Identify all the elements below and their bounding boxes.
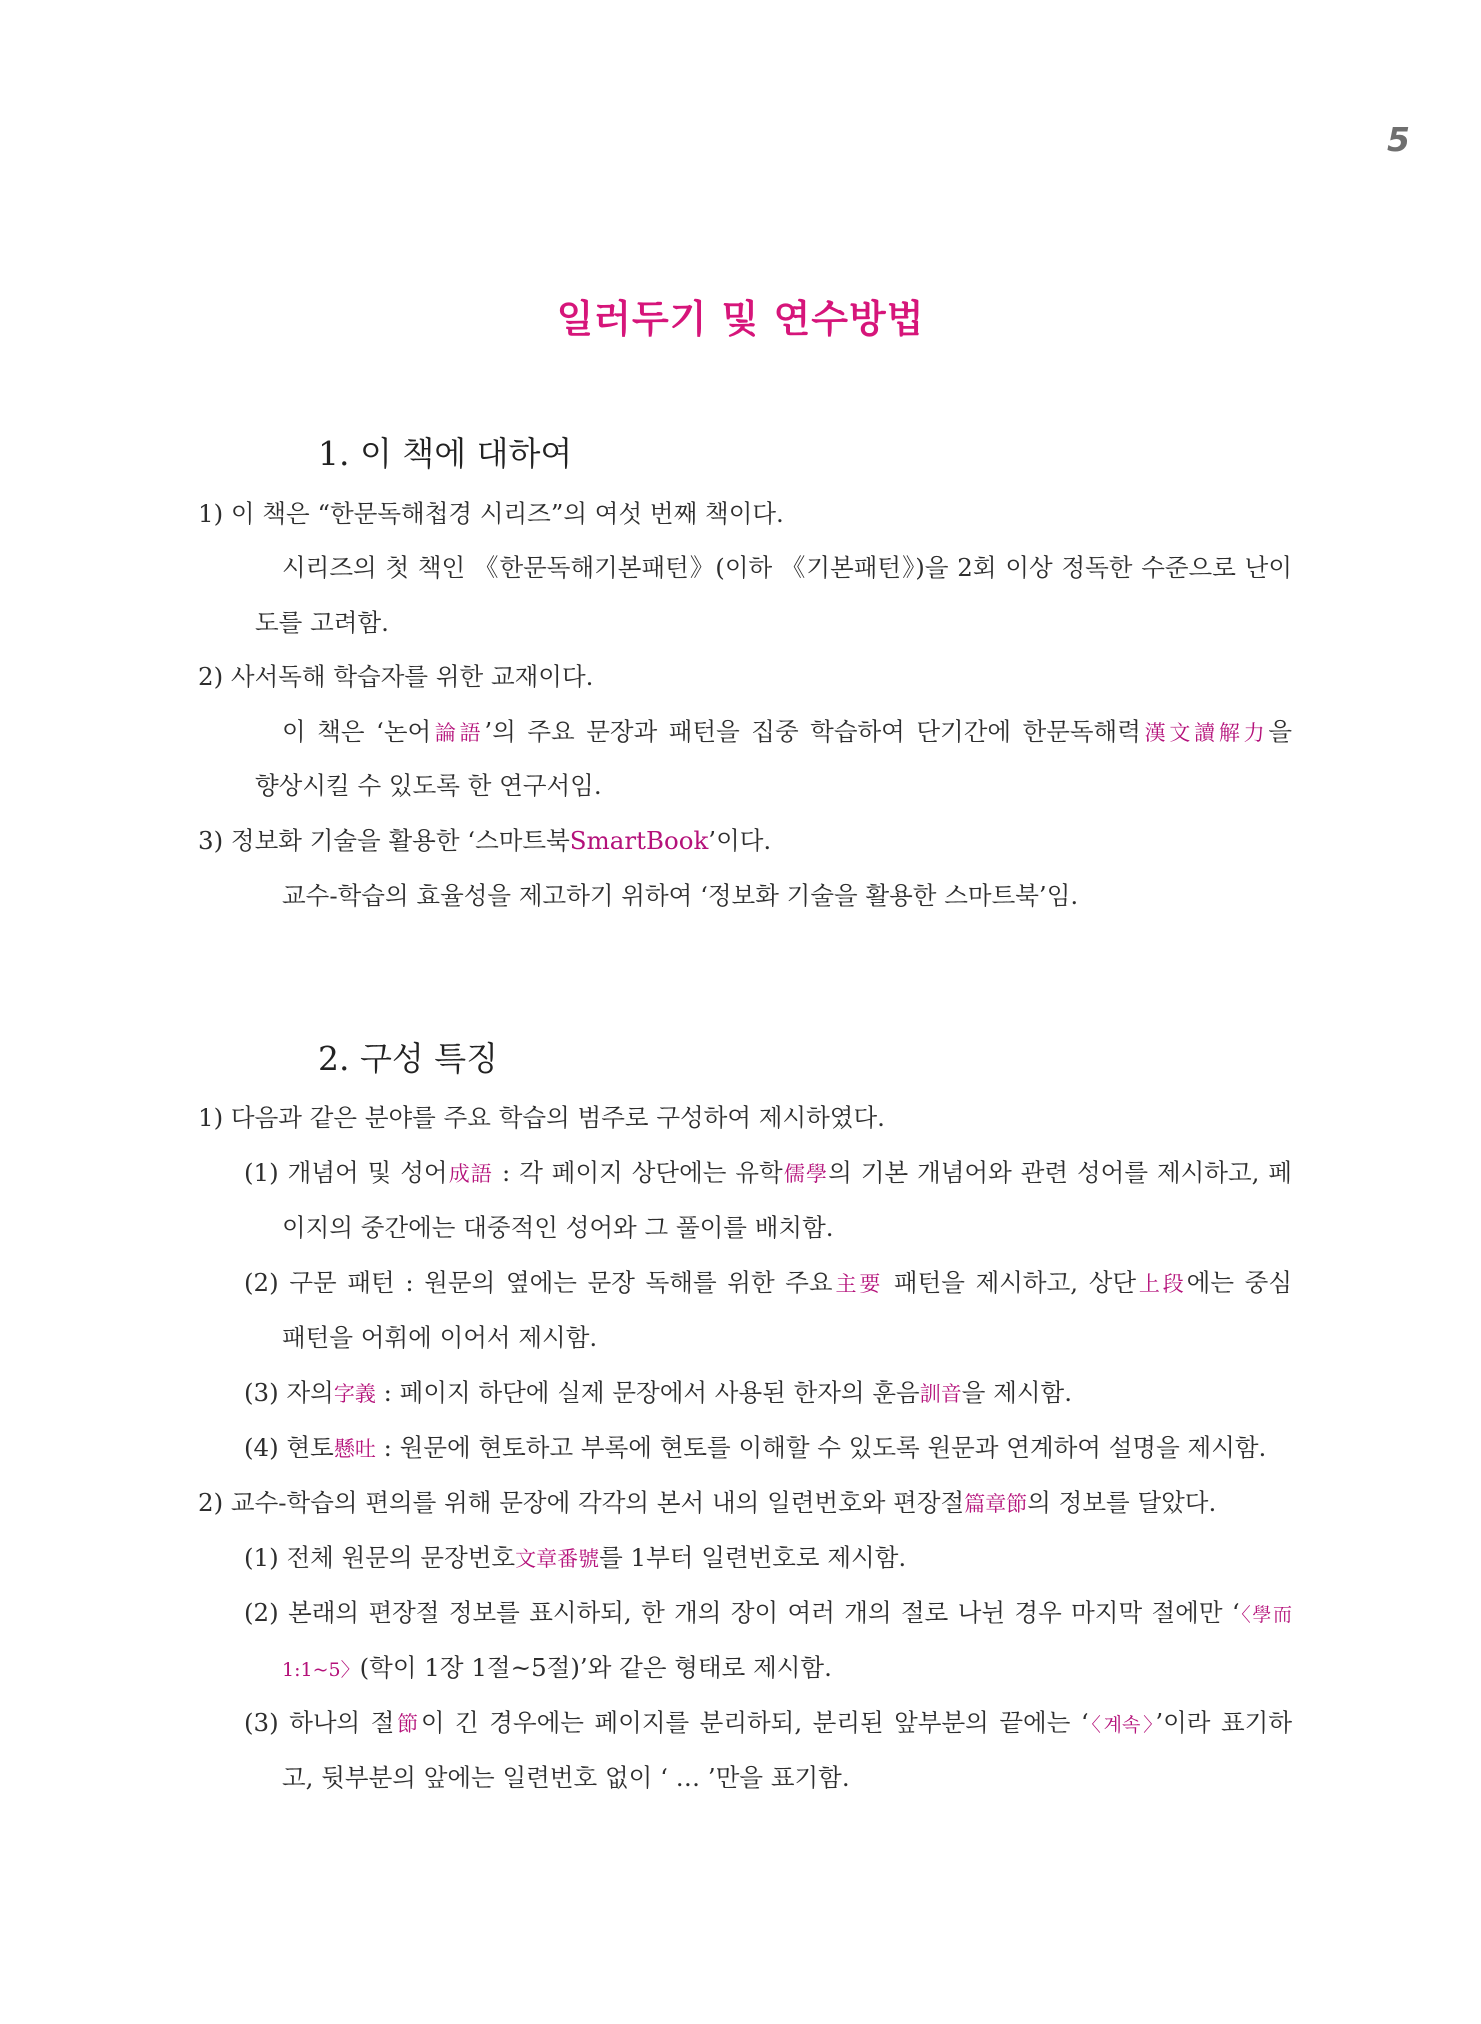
page-number: 5 (1387, 120, 1410, 159)
s2-item2-sub2-line2: 1:1~5〉(학이 1장 1절~5절)’와 같은 형태로 제시함. (282, 1653, 832, 1682)
hanja-reading-ability: 漢文讀解力 (1140, 721, 1269, 745)
s2-item2-sub3-line2: 고, 뒷부분의 앞에는 일련번호 없이 ‘ … ’만을 표기함. (282, 1763, 850, 1792)
s1-item3: 3) 정보화 기술을 활용한 ‘스마트북SmartBook’이다. (198, 826, 772, 855)
hanja-lunyu: 論語 (431, 721, 485, 745)
s1-item2-detail-line1: 이 책은 ‘논어論語’의 주요 문장과 패턴을 집중 학습하여 단기간에 한문독해력漢文讀解力을 (282, 717, 1293, 746)
s1-item1-detail-line2: 도를 고려함. (255, 608, 389, 637)
s1-item3-detail: 교수-학습의 효율성을 제고하기 위하여 ‘정보화 기술을 활용한 스마트북’임. (282, 881, 1079, 910)
s1-item1-detail-line1: 시리즈의 첫 책인 《한문독해기본패턴》(이하 《기본패턴》)을 2회 이상 정독한 수준으로 난이 (282, 553, 1292, 582)
s2-item1: 1) 다음과 같은 분야를 주요 학습의 범주로 구성하여 제시하였다. (198, 1103, 885, 1132)
s2-item1-sub1-line2: 이지의 중간에는 대중적인 성어와 그 풀이를 배치함. (282, 1213, 834, 1242)
s2-item1-sub4: (4) 현토懸吐 : 원문에 현토하고 부록에 현토를 이해할 수 있도록 원문과 연계하여 설명을 제시함. (244, 1433, 1267, 1462)
smartbook-term: SmartBook (569, 826, 709, 855)
s1-item1: 1) 이 책은 “한문독해첩경 시리즈”의 여섯 번째 책이다. (198, 499, 784, 528)
s1-item2: 2) 사서독해 학습자를 위한 교재이다. (198, 662, 594, 691)
s2-item2-sub2-line1: (2) 본래의 편장절 정보를 표시하되, 한 개의 장이 여러 개의 절로 나뉜 경우 마지막 절에만 ‘〈學而 (244, 1598, 1292, 1627)
s2-item2: 2) 교수-학습의 편의를 위해 문장에 각각의 본서 내의 일련번호와 편장절篇章節의 정보를 달았다. (198, 1488, 1217, 1517)
s1-item2-detail-line2: 향상시킬 수 있도록 한 연구서임. (255, 771, 602, 800)
s2-item1-sub1-line1: (1) 개념어 및 성어成語 : 각 페이지 상단에는 유학儒學의 기본 개념어와 관련 성어를 제시하고, 페 (244, 1158, 1293, 1187)
section-heading-features: 2. 구성 특징 (318, 1039, 498, 1078)
s2-item2-sub1: (1) 전체 원문의 문장번호文章番號를 1부터 일련번호로 제시함. (244, 1543, 907, 1572)
page-title: 일러두기 및 연수방법 (556, 297, 925, 341)
section-heading-about-book: 1. 이 책에 대하여 (318, 434, 573, 473)
s2-item2-sub3-line1: (3) 하나의 절節이 긴 경우에는 페이지를 분리하되, 분리된 앞부분의 끝에는 ‘〈계속〉’이라 표기하 (244, 1708, 1292, 1737)
s2-item1-sub2-line1: (2) 구문 패턴 : 원문의 옆에는 문장 독해를 위한 주요主要 패턴을 제시하고, 상단上段에는 중심 (244, 1268, 1293, 1297)
s2-item1-sub3: (3) 자의字義 : 페이지 하단에 실제 문장에서 사용된 한자의 훈음訓音을 제시함. (244, 1378, 1072, 1407)
s2-item1-sub2-line2: 패턴을 어휘에 이어서 제시함. (282, 1323, 598, 1352)
